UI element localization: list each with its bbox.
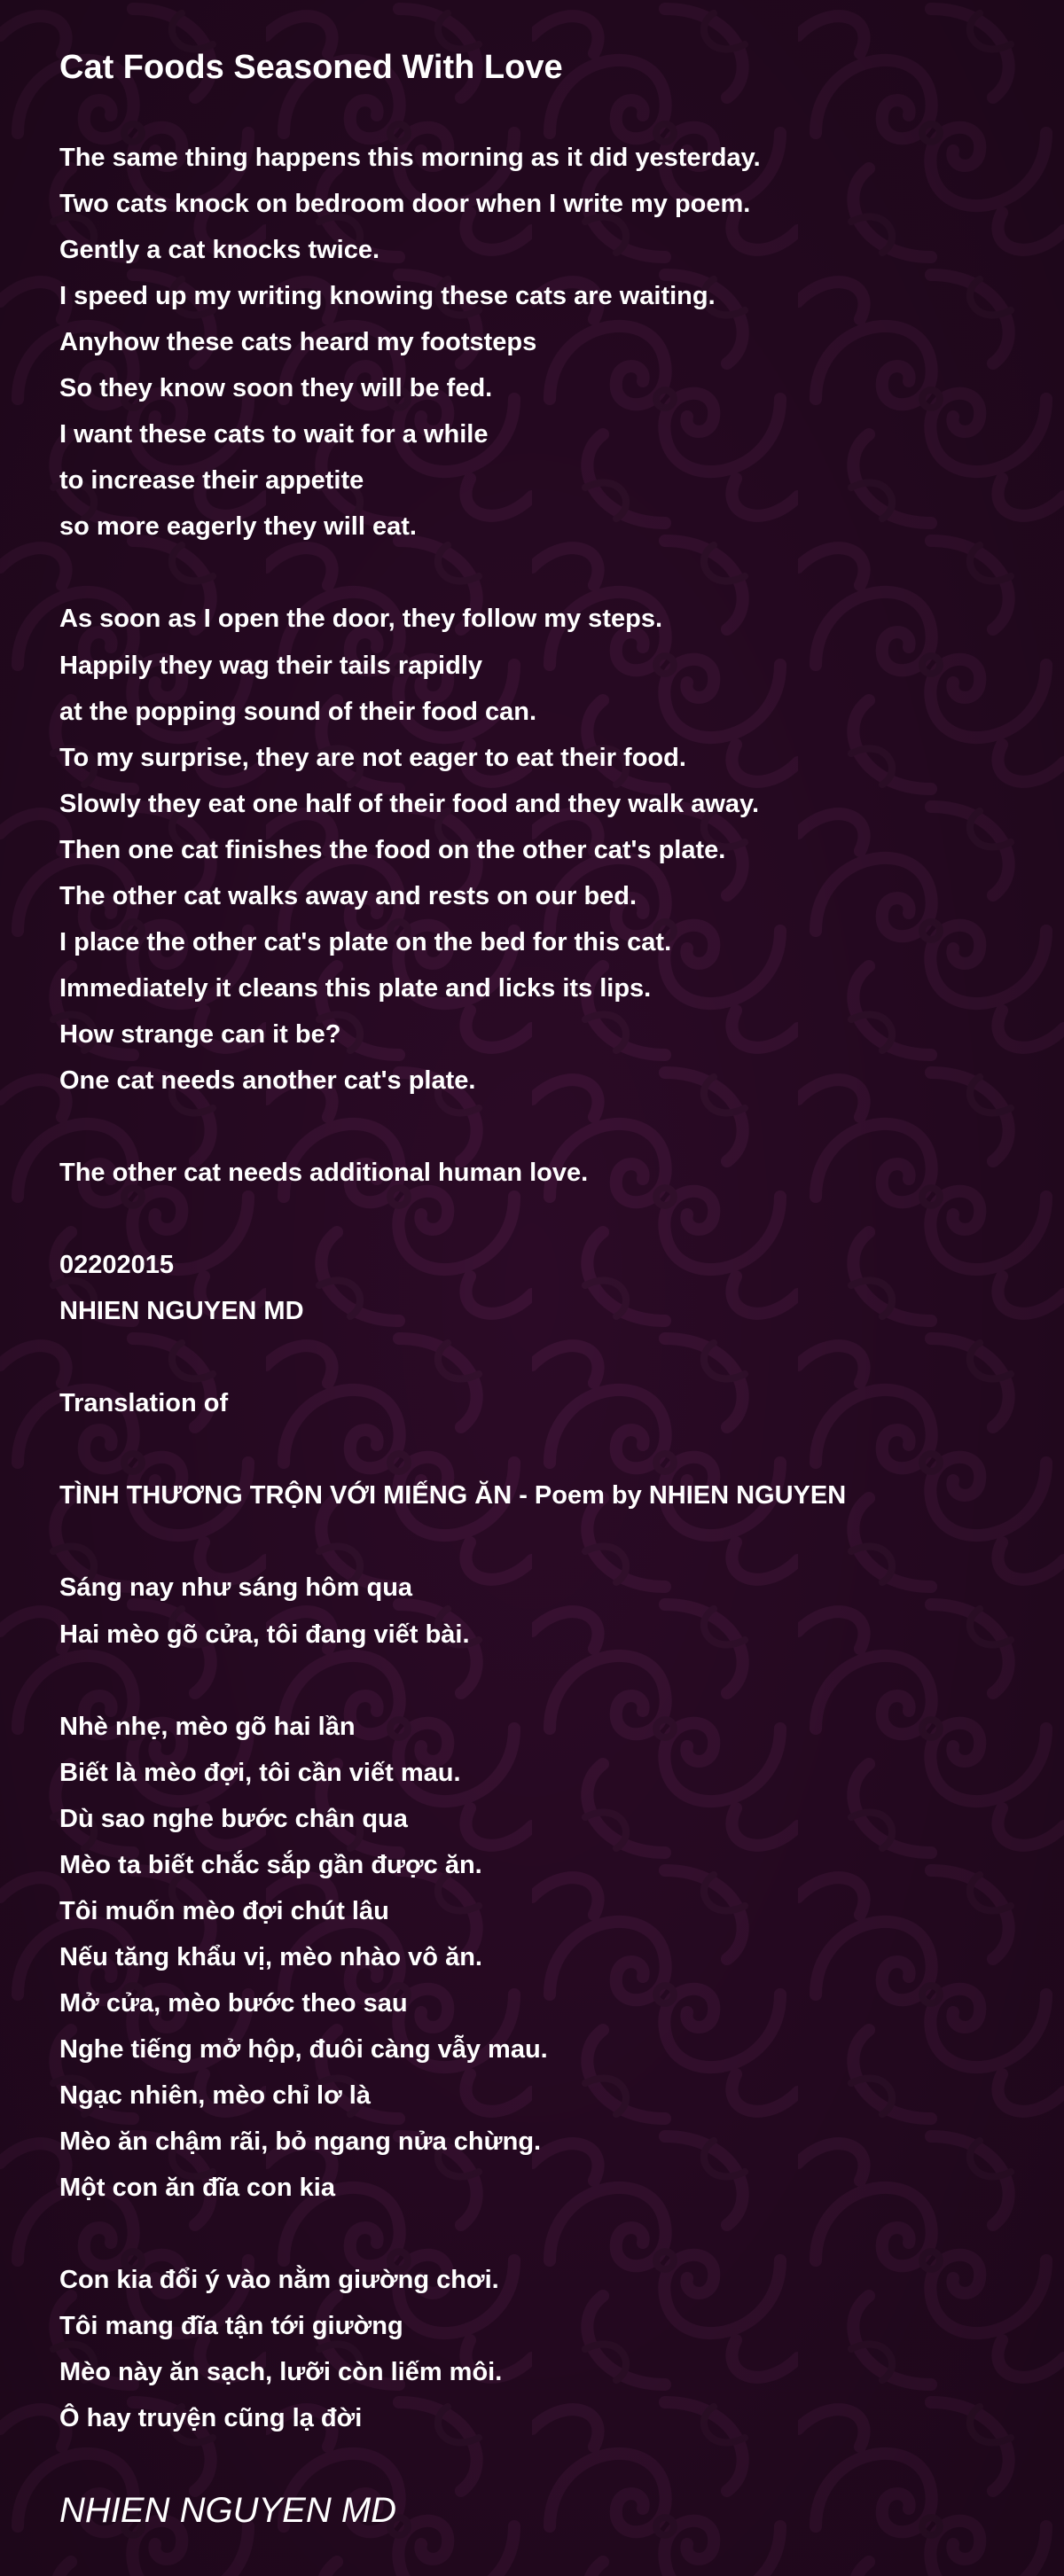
author-signature: NHIEN NGUYEN MD — [59, 2491, 397, 2530]
poem-line: Hai mèo gõ cửa, tôi đang viết bài. — [59, 1620, 470, 1649]
poem-line: to increase their appetite — [59, 466, 364, 496]
poem-line: I speed up my writing knowing these cats are waiting. — [59, 282, 716, 311]
poem-title: Cat Foods Seasoned With Love — [59, 49, 563, 86]
poem-line: Two cats knock on bedroom door when I write my poem. — [59, 190, 751, 219]
poem-line: So they know soon they will be fed. — [59, 374, 493, 403]
poem-line: 02202015 — [59, 1251, 175, 1280]
poem-line: Mèo ta biết chắc sắp gần được ăn. — [59, 1850, 482, 1879]
poem-line: at the popping sound of their food can. — [59, 697, 537, 726]
poem-line: Happily they wag their tails rapidly — [59, 651, 483, 680]
stanza-break — [59, 2211, 1035, 2257]
poem-line: Ngạc nhiên, mèo chỉ lơ là — [59, 2080, 371, 2110]
poem-line: As soon as I open the door, they follow my steps. — [59, 605, 662, 634]
poem-line: Nếu tăng khẩu vị, mèo nhào vô ăn. — [59, 1942, 482, 1971]
poem-line: Mèo này ăn sạch, lưỡi còn liếm môi. — [59, 2358, 503, 2387]
poem-line: NHIEN NGUYEN MD — [59, 1297, 304, 1326]
poem-line: Mở cửa, mèo bước theo sau — [59, 1988, 408, 2018]
poem-line: The same thing happens this morning as it did yesterday. — [59, 144, 761, 172]
poem-content — [59, 43, 1035, 2441]
poem-line: Ô hay truyện cũng lạ đời — [59, 2404, 363, 2433]
poem-line: Tôi muốn mèo đợi chút lâu — [59, 1896, 389, 1925]
poem-line: Then one cat finishes the food on the other cat's plate. — [59, 835, 726, 864]
poem-line: I place the other cat's plate on the bed for this cat. — [59, 927, 672, 956]
poem-line: I want these cats to wait for a while — [59, 420, 489, 449]
poem-line: Nghe tiếng mở hộp, đuôi càng vẫy mau. — [59, 2034, 548, 2064]
poem-line: so more eagerly they will eat. — [59, 512, 417, 542]
poem-line: Anyhow these cats heard my footsteps — [59, 328, 537, 357]
poem-line: One cat needs another cat's plate. — [59, 1066, 476, 1095]
poem-line: Tôi mang đĩa tận tới giường — [59, 2312, 403, 2341]
poem-line: Nhè nhẹ, mèo gõ hai lần — [59, 1712, 356, 1741]
poem-line: Sáng nay như sáng hôm qua — [59, 1573, 413, 1603]
stanza-break — [59, 1426, 1035, 1472]
poem-line: How strange can it be? — [59, 1019, 341, 1049]
poem-body — [59, 135, 1035, 2441]
poem-line: Dù sao nghe bước chân qua — [59, 1804, 408, 1833]
poem-line: The other cat walks away and rests on our bed. — [59, 881, 638, 910]
stanza-break — [59, 1518, 1035, 1565]
poem-line: Translation of — [59, 1389, 229, 1418]
poem-line: To my surprise, they are not eager to eat their food. — [59, 743, 686, 772]
poem-line: The other cat needs additional human love. — [59, 1159, 589, 1188]
stanza-break — [59, 1334, 1035, 1380]
poem-line: Một con ăn đĩa con kia — [59, 2174, 335, 2203]
stanza-break — [59, 550, 1035, 596]
poem-line: TÌNH THƯƠNG TRỘN VỚI MIẾNG ĂN - Poem by NHIEN NGUYEN — [59, 1481, 847, 1510]
poem-line: Mèo ăn chậm rãi, bỏ ngang nửa chừng. — [59, 2127, 542, 2157]
stanza-break — [59, 1658, 1035, 1704]
poem-line: Gently a cat knocks twice. — [59, 236, 380, 265]
poem-line: Con kia đổi ý vào nằm giường chơi. — [59, 2266, 499, 2295]
poem-line: Slowly they eat one half of their food and they walk away. — [59, 789, 760, 818]
poem-line: Immediately it cleans this plate and licks its lips. — [59, 973, 652, 1003]
stanza-break — [59, 1104, 1035, 1150]
stanza-break — [59, 1196, 1035, 1242]
poem-line: Biết là mèo đợi, tôi cần viết mau. — [59, 1758, 461, 1787]
